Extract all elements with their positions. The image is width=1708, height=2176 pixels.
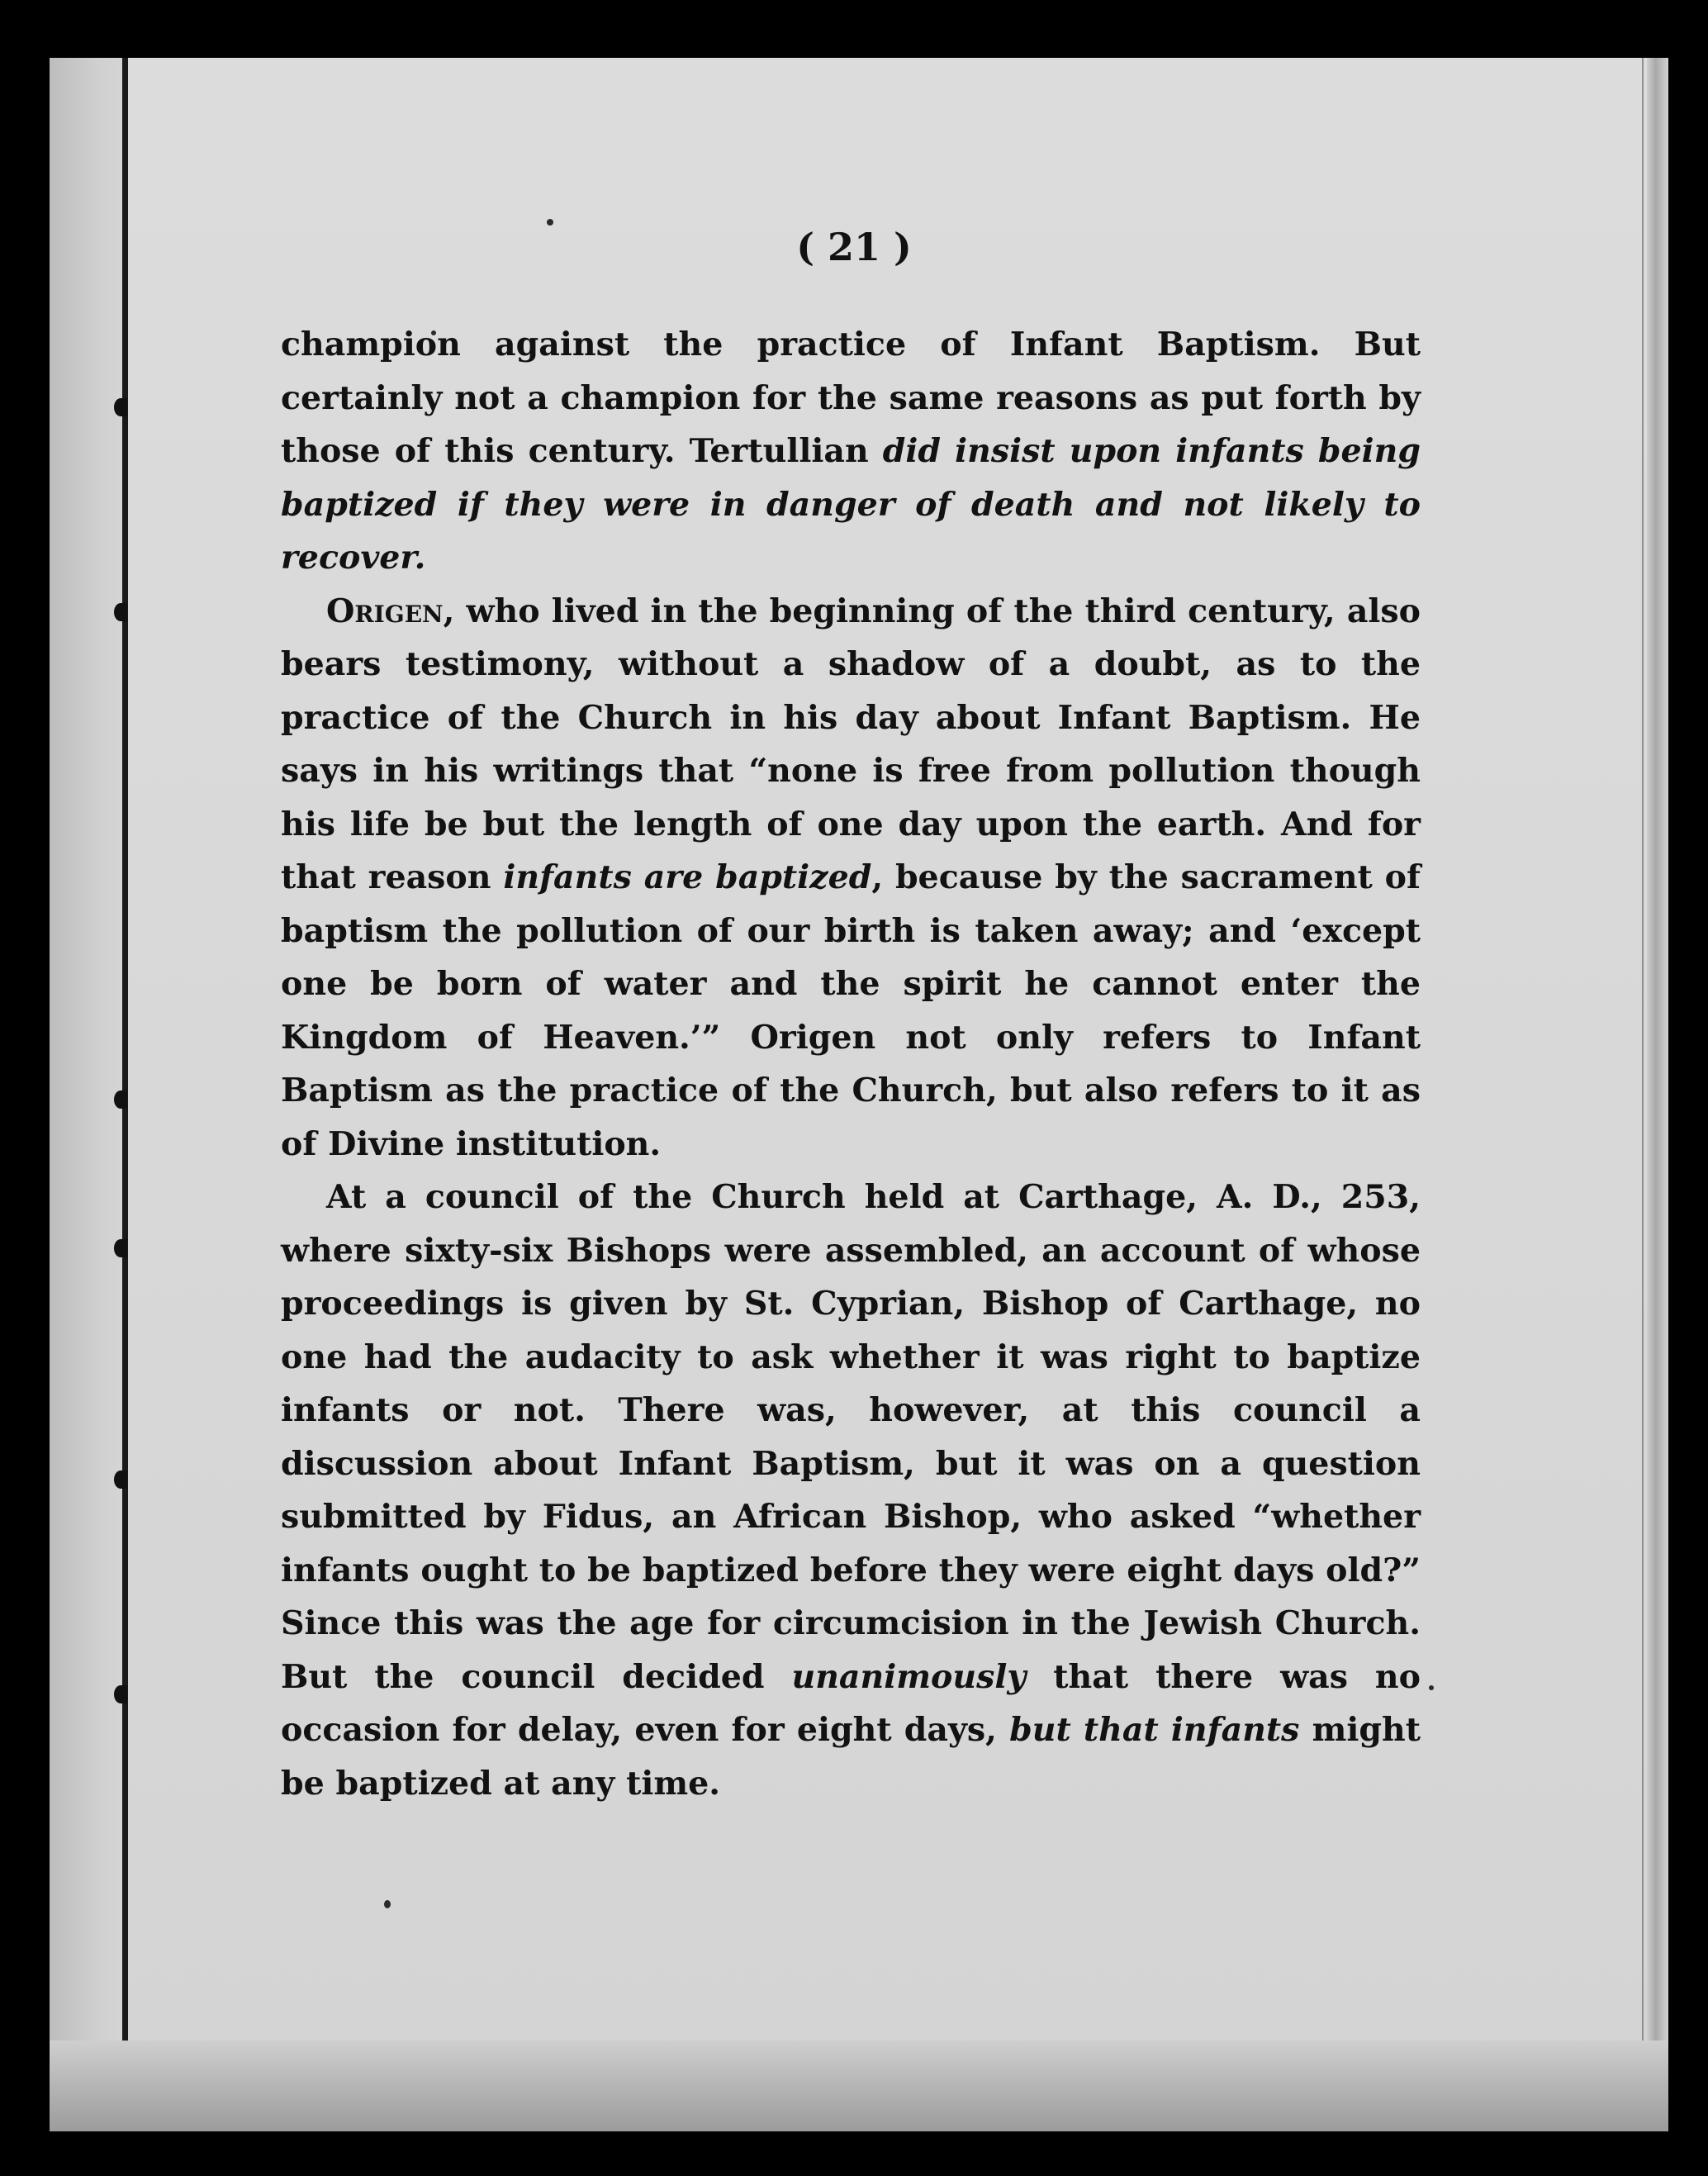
paragraph-2-text-a: , who lived in the beginning of the third century, also bears testimony, without a shadow of a doubt, as to the practice of the Church in his day about Infant Baptism. He says in his writings that “none is free from pollution though his life be but the length of one day upon the earth. And for that reason	[281, 592, 1421, 896]
binding-mark	[114, 603, 127, 621]
paragraph-2	[281, 585, 1421, 1171]
binding-mark	[114, 398, 127, 416]
binding-mark	[114, 1685, 127, 1703]
paragraph-2-italic: infants are baptized	[503, 858, 872, 896]
binding-mark	[114, 1239, 127, 1257]
page-edge-line	[1642, 58, 1644, 2131]
paragraph-1-italic: did insist upon infants being baptized if they were in danger of death and not likely to recover.	[281, 432, 1421, 577]
name-origen: Origen	[326, 592, 444, 630]
page-right-edge	[1647, 58, 1668, 2131]
paragraph-3	[281, 1171, 1421, 1810]
paragraph-3-text-a: At a council of the Church held at Carthage, A. D., 253, where sixty-six Bishops were assembled, an account of whose proceedings is given by St. Cyprian, Bishop of Carthage, no one had the audacity to ask whether it was right to baptize infants or not. There was, however, at this council a discussion about Infant Baptism, but it was on a question submitted by Fidus, an African Bishop, who asked “whether infants ought to be baptized before they were eight days old?” Since this was the age for circumcision in the Jewish Church. But the council decided	[281, 1178, 1421, 1696]
paragraph-3-italic-b: but that infants	[1009, 1711, 1300, 1749]
dust-speck	[384, 1900, 391, 1908]
page-number: ( 21 )	[796, 225, 912, 269]
page-bottom-edge	[50, 2041, 1668, 2131]
paragraph-2-text-b: , because by the sacrament of baptism the pollution of our birth is taken away; and ‘except one be born of water and the spirit he cannot enter the Kingdom of Heaven.’” Origen not only refers to Infant Baptism as the practice of the Church, but also refers to it as of Divine institution.	[281, 858, 1421, 1163]
binding-mark	[114, 1090, 127, 1109]
paragraph-1	[281, 318, 1421, 585]
paragraph-1-text: champion against the practice of Infant Baptism. But certainly not a champion for the same reasons as put forth by those of this century. Tertullian	[281, 325, 1421, 470]
paragraph-3-text-c: might be baptized at any time.	[281, 1711, 1421, 1803]
paragraph-3-italic-a: unanimously	[791, 1657, 1027, 1696]
paragraph-3-text-b: that there was no occasion for delay, even for eight days,	[281, 1657, 1421, 1749]
dust-speck	[1429, 1685, 1434, 1690]
binding-mark	[114, 1470, 127, 1489]
body-text	[281, 318, 1421, 1810]
